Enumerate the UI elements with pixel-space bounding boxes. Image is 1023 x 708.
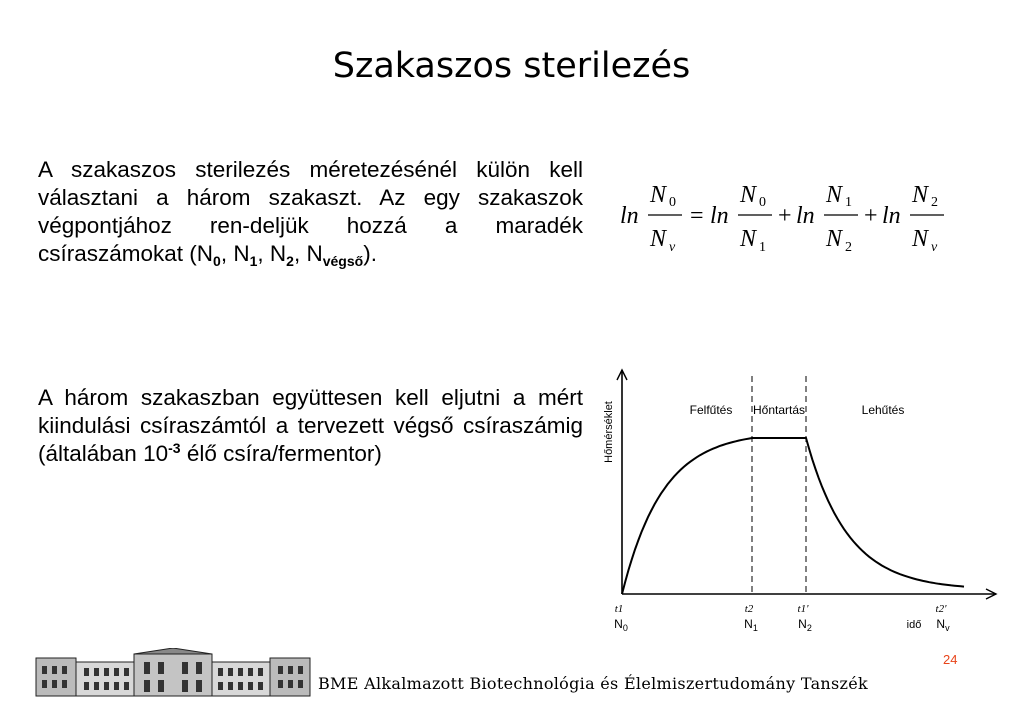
equals-sign: = [690, 203, 704, 229]
ln-term: ln [710, 203, 729, 229]
log-reduction-formula [610, 172, 980, 262]
phase-label: Felfűtés [689, 403, 733, 417]
sub: v [931, 240, 938, 255]
numerator-n: N [650, 182, 667, 208]
sub: 2 [931, 195, 938, 210]
plus-sign: + [778, 203, 792, 229]
separator: , N [293, 241, 323, 266]
paragraph-target [38, 384, 583, 468]
sub: 1 [845, 195, 852, 210]
ln-term: ln [882, 203, 901, 229]
sub: 0 [669, 195, 676, 210]
denominator-n: N [912, 226, 929, 252]
numerator-n: N [740, 182, 757, 208]
paragraph-end: élő csíra/fermentor) [180, 441, 382, 466]
sub: 0 [759, 195, 766, 210]
slide-title: Szakaszos sterilezés [332, 46, 691, 86]
sub: 1 [759, 240, 766, 255]
paragraph-target-text: A három szakaszban együttesen kell eljutni a mért kiindulási csíraszámtól a tervezett végső csíraszámig (általában 10 [38, 385, 583, 466]
denominator-n: N [650, 226, 667, 252]
sub-n0: 0 [213, 253, 221, 269]
university-building-icon [34, 648, 312, 698]
page-number: 24 [943, 652, 958, 667]
temperature-time-chart [598, 362, 1008, 642]
sub-nv: végső [322, 253, 364, 269]
separator: , N [257, 241, 287, 266]
denominator-n: N [826, 226, 843, 252]
ln-term: ln [796, 203, 815, 229]
y-axis-label: Hőmérséklet [603, 401, 615, 463]
x-tick-time: t2 [744, 603, 754, 615]
x-axis-label: idő [906, 619, 922, 631]
x-tick-count: $N_2$ [798, 617, 812, 633]
sub: v [669, 240, 676, 255]
ln-term: ln [620, 203, 639, 229]
separator: , N [220, 241, 250, 266]
numerator-n: N [826, 182, 843, 208]
sub: 2 [845, 240, 852, 255]
department-name: BME Alkalmazott Biotechnológia és Élelmiszertudomány Tanszék [318, 674, 869, 693]
exponent: -3 [168, 440, 181, 456]
x-tick-time: t1' [797, 603, 809, 615]
paragraph-sections-text: A szakaszos sterilezés méretezésénél külön kell választani a három szakaszt. Az egy szakaszok végpontjához ren-deljük hozzá a maradék csíraszámokat (N [38, 157, 583, 266]
x-tick-time: t2' [935, 603, 947, 615]
x-tick-count: $N_v$ [936, 617, 950, 633]
denominator-n: N [740, 226, 757, 252]
temperature-curve [622, 438, 964, 594]
phase-label: Lehűtés [861, 403, 905, 417]
numerator-n: N [912, 182, 929, 208]
phase-label: Hőntartás [752, 403, 806, 417]
x-tick-time: t1 [614, 603, 624, 615]
x-tick-count: $N_0$ [614, 617, 628, 633]
plus-sign: + [864, 203, 878, 229]
x-tick-count: $N_1$ [744, 617, 758, 633]
sub-n1: 1 [249, 253, 258, 269]
paragraph-sections [38, 156, 583, 268]
paragraph-end: ). [363, 241, 377, 266]
sub-n2: 2 [286, 253, 294, 269]
